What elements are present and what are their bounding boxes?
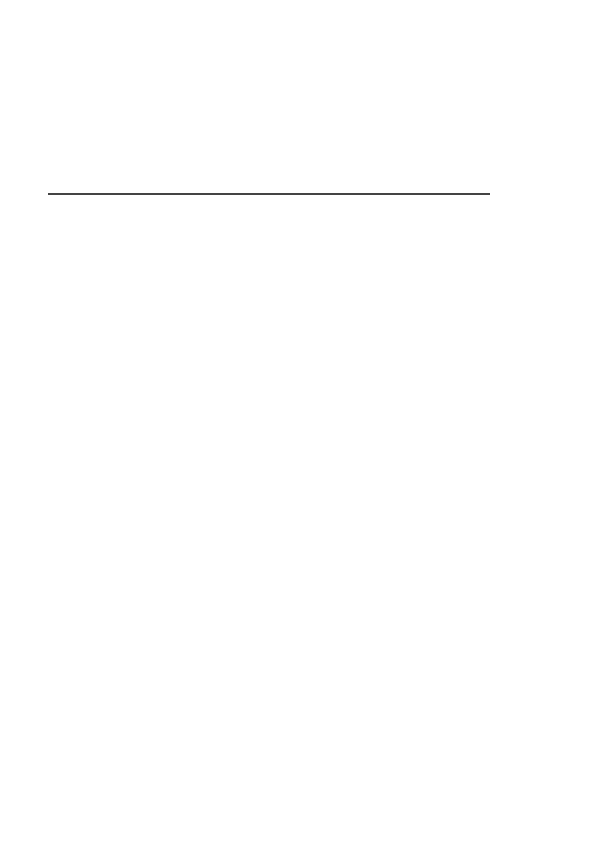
term-3-6 [68,599,103,610]
term-3-5 [68,563,103,574]
reference-item [88,361,138,372]
section-2-heading [68,322,86,333]
term-3-3 [68,490,103,501]
header-rule [48,193,490,195]
term-3-4 [68,526,103,537]
term-3-1 [68,417,103,428]
reference-item [88,379,138,390]
section-1-heading [68,214,86,225]
reference-item [88,343,138,354]
term-3-2 [68,453,103,464]
section-3-heading [68,396,86,407]
